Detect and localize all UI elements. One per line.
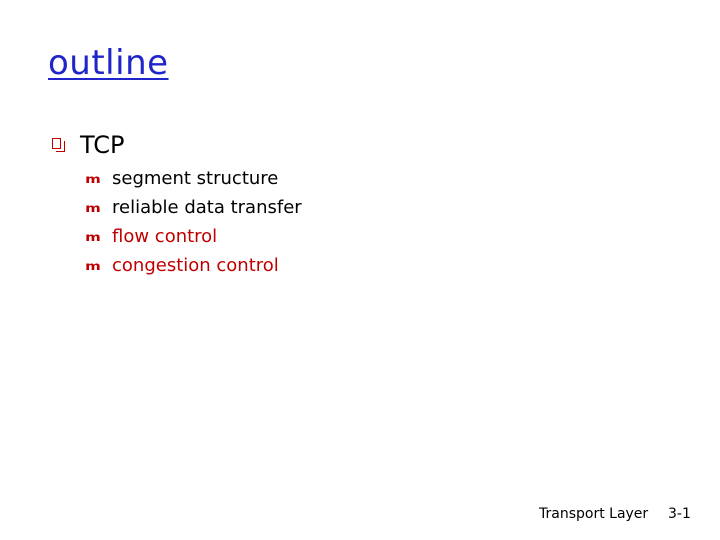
list-item-label: segment structure	[112, 167, 279, 189]
page-title: outline	[48, 43, 169, 83]
list-item	[84, 193, 302, 222]
list-item-label: congestion control	[112, 254, 279, 276]
m-bullet-icon: m	[85, 258, 101, 273]
list-item	[84, 164, 302, 193]
page-number: 3-1	[668, 506, 691, 522]
m-bullet-icon: m	[85, 171, 101, 186]
sub-bullet-list	[84, 164, 302, 280]
m-bullet-icon: m	[85, 229, 101, 244]
list-item-label: reliable data transfer	[112, 196, 302, 218]
list-item	[84, 251, 302, 280]
bullet-label: TCP	[80, 131, 125, 159]
square-bullet-icon	[52, 138, 66, 152]
list-item	[84, 222, 302, 251]
m-bullet-icon: m	[85, 200, 101, 215]
bullet-tcp	[52, 130, 124, 160]
list-item-label: flow control	[112, 225, 218, 247]
footer-label: Transport Layer	[539, 506, 649, 522]
